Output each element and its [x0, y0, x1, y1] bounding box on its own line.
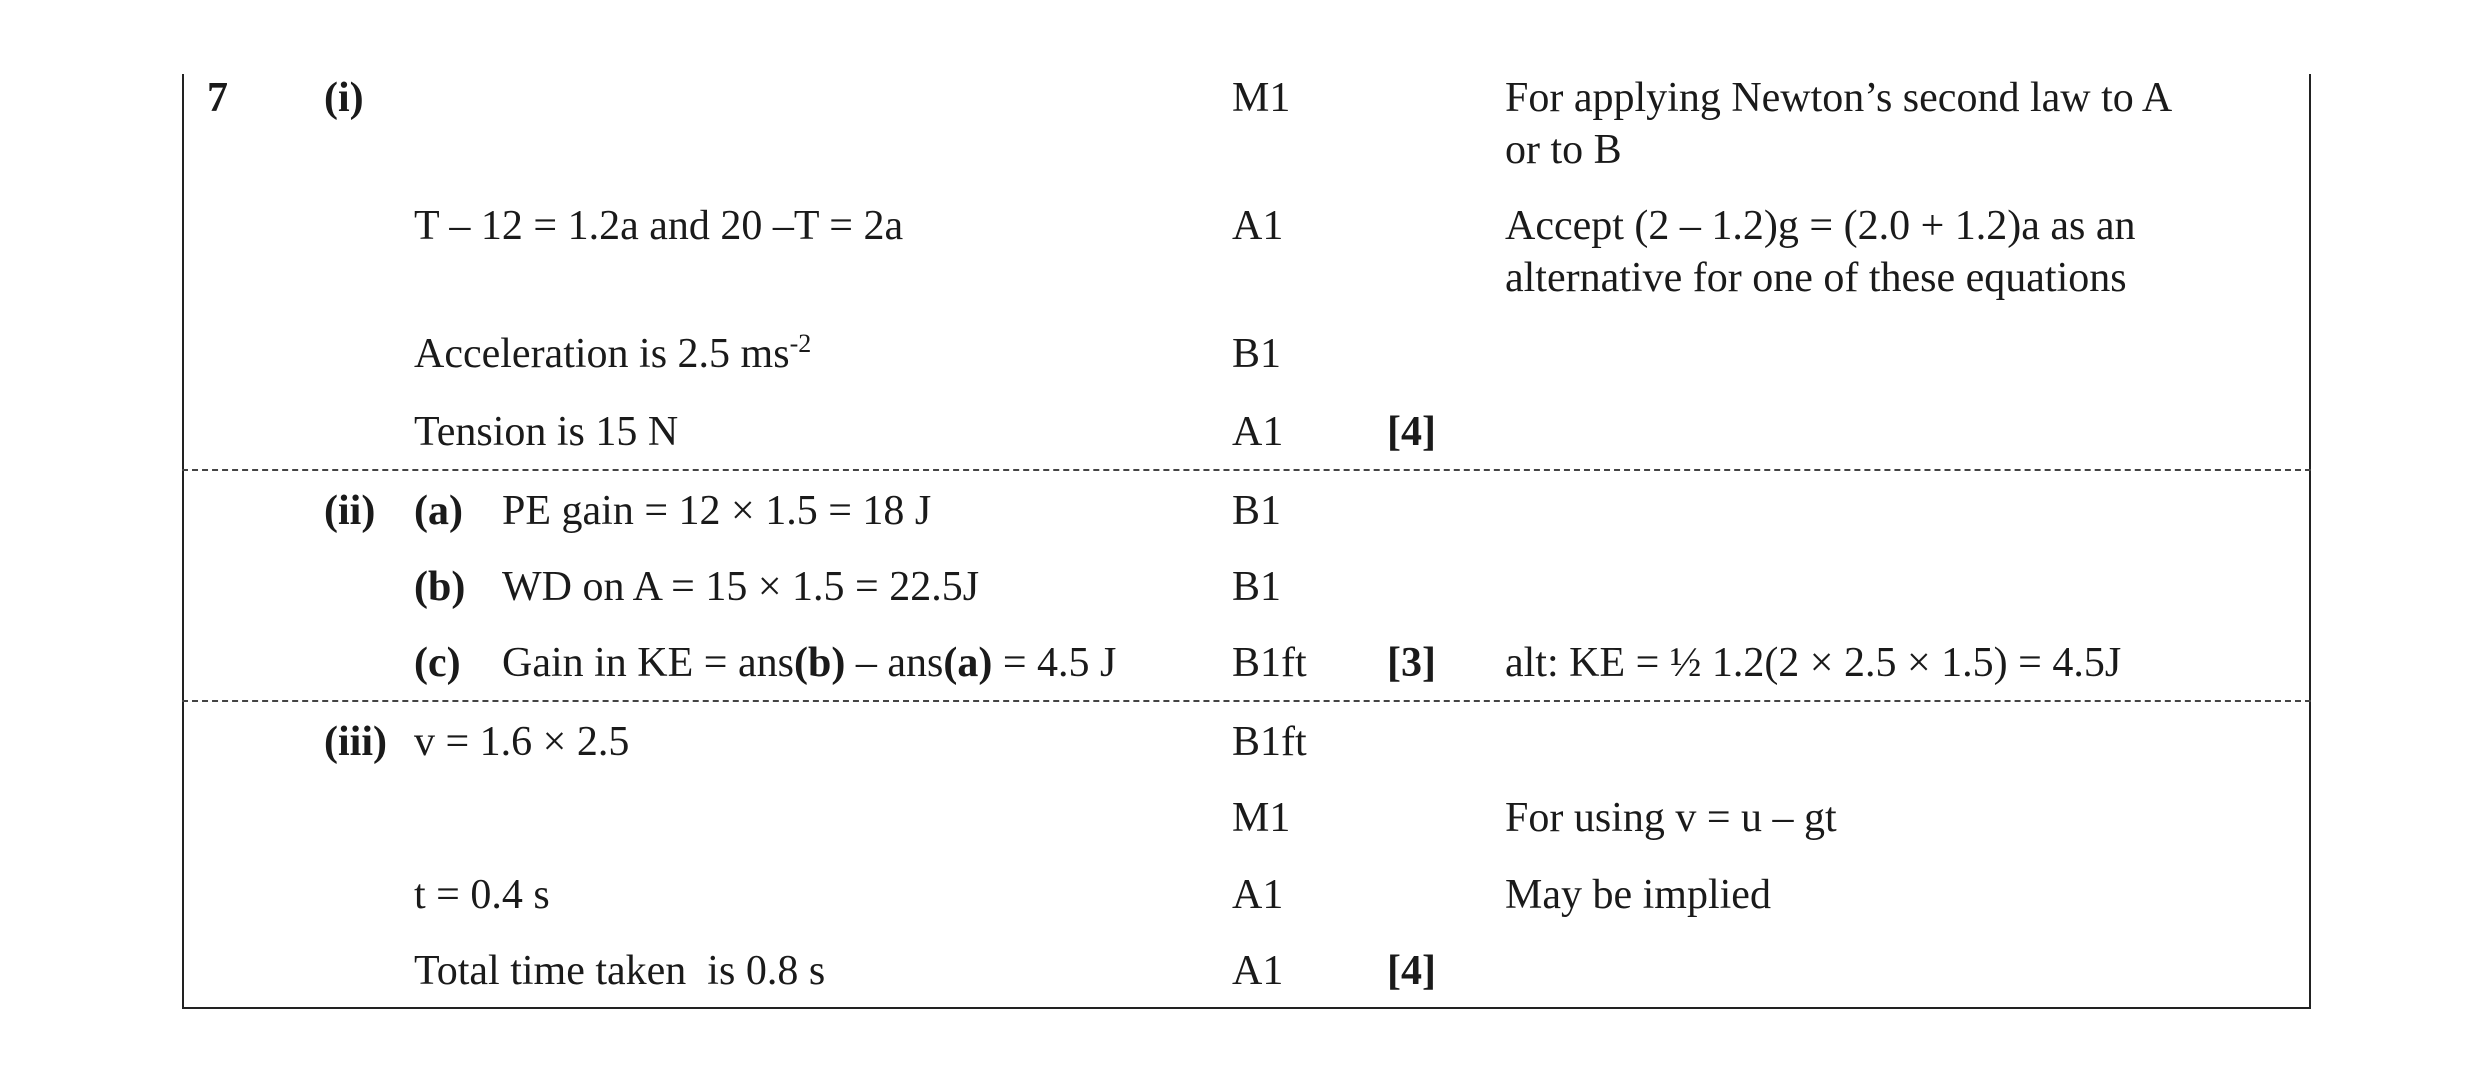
comment-text: For using v = u – gt — [1505, 795, 1837, 841]
comment-text: For applying Newton’s second law to A — [1505, 75, 2173, 121]
mark-code: B1 — [1232, 331, 1282, 377]
comment-text: or to B — [1505, 127, 1622, 173]
mark-code: A1 — [1232, 948, 1284, 994]
sub-part-label: (b) — [414, 564, 466, 610]
part-label-ii: (ii) — [324, 488, 376, 534]
mark-code: B1 — [1232, 564, 1282, 610]
exponent-superscript: -2 — [789, 329, 812, 358]
mark-code: A1 — [1232, 203, 1284, 249]
comment-text: Accept (2 – 1.2)g = (2.0 + 1.2)a as an — [1505, 203, 2136, 249]
working-text: PE gain = 12 × 1.5 = 18 J — [502, 488, 932, 534]
part-label-i: (i) — [324, 75, 364, 121]
sub-part-label: (c) — [414, 640, 461, 686]
working-text: WD on A = 15 × 1.5 = 22.5J — [502, 564, 980, 610]
working-text-part: = 4.5 J — [992, 640, 1117, 686]
working-text: Total time taken is 0.8 s — [414, 948, 826, 994]
comment-text: alt: KE = ½ 1.2(2 × 2.5 × 1.5) = 4.5J — [1505, 640, 2122, 686]
mark-code: B1ft — [1232, 719, 1307, 765]
section-divider-i-ii — [182, 469, 2311, 471]
mark-code: M1 — [1232, 75, 1291, 121]
comment-text: alternative for one of these equations — [1505, 255, 2127, 301]
total-marks: [3] — [1387, 640, 1436, 686]
mark-code: M1 — [1232, 795, 1291, 841]
part-label-iii: (iii) — [324, 719, 387, 765]
working-text-part: – ans — [845, 640, 944, 686]
working-text: v = 1.6 × 2.5 — [414, 719, 630, 765]
working-text — [414, 328, 811, 380]
question-number: 7 — [207, 75, 228, 121]
total-marks: [4] — [1387, 948, 1436, 994]
working-text: Tension is 15 N — [414, 409, 679, 455]
mark-code: B1ft — [1232, 640, 1307, 686]
working-text: t = 0.4 s — [414, 872, 550, 918]
answer-reference: (a) — [943, 640, 993, 686]
total-marks: [4] — [1387, 409, 1436, 455]
comment-text: May be implied — [1505, 872, 1771, 918]
mark-code: A1 — [1232, 409, 1284, 455]
sub-part-label: (a) — [414, 488, 463, 534]
mark-code: A1 — [1232, 872, 1284, 918]
working-text-main: Acceleration is 2.5 ms — [414, 331, 790, 377]
working-text — [502, 637, 1116, 689]
working-text-part: Gain in KE = ans — [502, 640, 794, 686]
answer-reference: (b) — [793, 640, 846, 686]
working-text: T – 12 = 1.2a and 20 –T = 2a — [414, 203, 904, 249]
mark-code: B1 — [1232, 488, 1282, 534]
section-divider-ii-iii — [182, 700, 2311, 702]
